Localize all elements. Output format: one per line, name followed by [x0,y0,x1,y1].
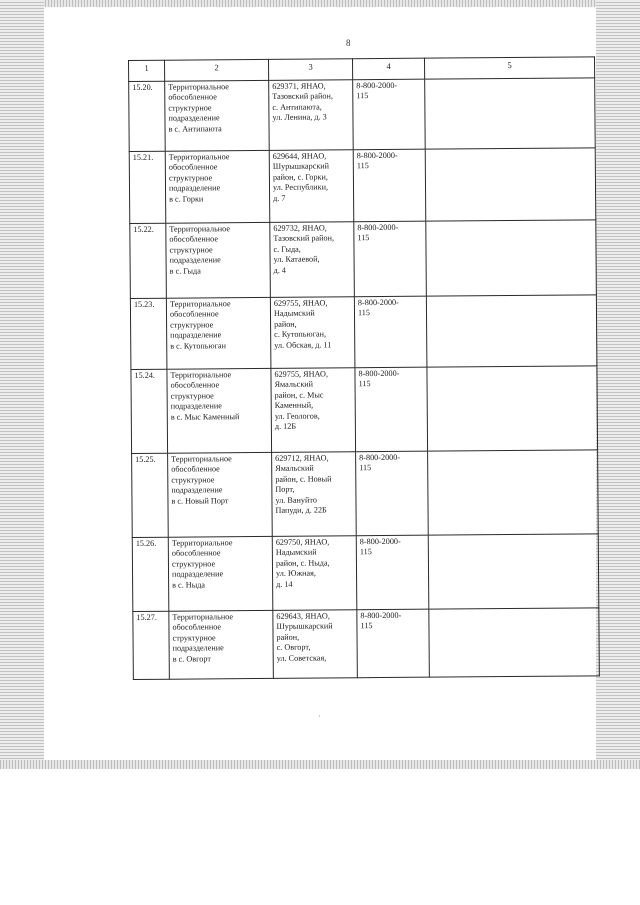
phone: 8-800-2000- 115 [355,367,428,452]
address: 629644, ЯНАО, Шурышкарский район, с. Горки, ул. Республики, д. 7 [269,150,354,223]
row-number: 15.27. [133,611,170,679]
notes-cell [425,148,596,221]
row-number: 15.24. [131,369,168,453]
phone: 8-800-2000- 115 [353,149,426,222]
scan-border-left [0,0,44,768]
row-number: 15.23. [130,298,167,369]
column-header-3: 3 [268,59,352,81]
column-header-2: 2 [165,59,269,81]
phone: 8-800-2000- 115 [356,451,429,536]
row-number: 15.21. [129,151,166,223]
phone: 8-800-2000- 115 [354,221,427,297]
page-number: 8 [346,38,351,48]
notes-cell [429,608,600,677]
registry-table [128,56,600,680]
scan-border-bottom [0,760,640,769]
address: 629750, ЯНАО, Надымский район, с. Ныда, ул. Южная, д. 14 [272,536,357,611]
address: 629712, ЯНАО, Ямальский район, с. Новый Порт, ул. Вануйто Папуди, д. 22Б [272,452,357,537]
notes-cell [425,78,596,149]
table-row [130,295,597,370]
subdivision-name: Территориальное обособленное структурное подразделение в с. Овгорт [169,610,274,679]
notes-cell [426,295,597,367]
subdivision-name: Территориальное обособленное структурное подразделение в с. Кутопьюган [166,297,271,369]
notes-cell [426,220,597,296]
phone: 8-800-2000- 115 [356,535,429,610]
column-header-4: 4 [352,58,424,80]
row-number: 15.22. [130,223,167,298]
phone: 8-800-2000- 115 [353,79,426,150]
subdivision-name: Территориальное обособленное структурное подразделение в с. Новый Порт [168,452,273,537]
subdivision-name: Территориальное обособленное структурное подразделение в с. Гыда [166,222,271,298]
table-row [132,450,599,538]
table-row [133,608,600,680]
table-row [129,148,596,224]
scan-border-top [0,0,640,7]
phone: 8-800-2000- 115 [357,609,430,678]
notes-cell [427,366,598,451]
subdivision-name: Территориальное обособленное структурное подразделение в с. Ныда [168,536,273,611]
row-number: 15.20. [129,81,166,151]
row-number: 15.25. [132,453,169,537]
address: 629755, ЯНАО, Ямальский район, с. Мыс Каменный, ул. Геологов, д. 12Б [271,368,356,453]
scan-border-right [596,0,640,768]
table-row [131,366,598,454]
address: 629371, ЯНАО, Тазовский район, с. Антипаюта, ул. Ленина, д. 3 [269,80,354,151]
subdivision-name: Территориальное обособленное структурное подразделение в с. Горки [165,150,270,223]
phone: 8-800-2000- 115 [354,296,427,368]
address: 629643, ЯНАО, Шурышкарский район, с. Овгорт, ул. Советская, [273,610,358,679]
notes-cell [428,534,599,609]
column-header-1: 1 [129,60,165,81]
address: 629755, ЯНАО, Надымский район, с. Кутопьюган, ул. Обская, д. 11 [270,297,355,369]
table-row [129,78,596,152]
scan-speck: · [318,712,321,721]
row-number: 15.26. [132,537,169,611]
address: 629732, ЯНАО, Тазовский район, с. Гыда, ул. Катаевой, д. 4 [270,222,355,298]
column-header-5: 5 [424,57,594,79]
subdivision-name: Территориальное обособленное структурное подразделение в с. Антипаюта [165,80,270,151]
table-row [130,220,597,299]
notes-cell [428,450,599,535]
table-row [132,534,599,612]
subdivision-name: Территориальное обособленное структурное подразделение в с. Мыс Каменный [167,368,272,453]
